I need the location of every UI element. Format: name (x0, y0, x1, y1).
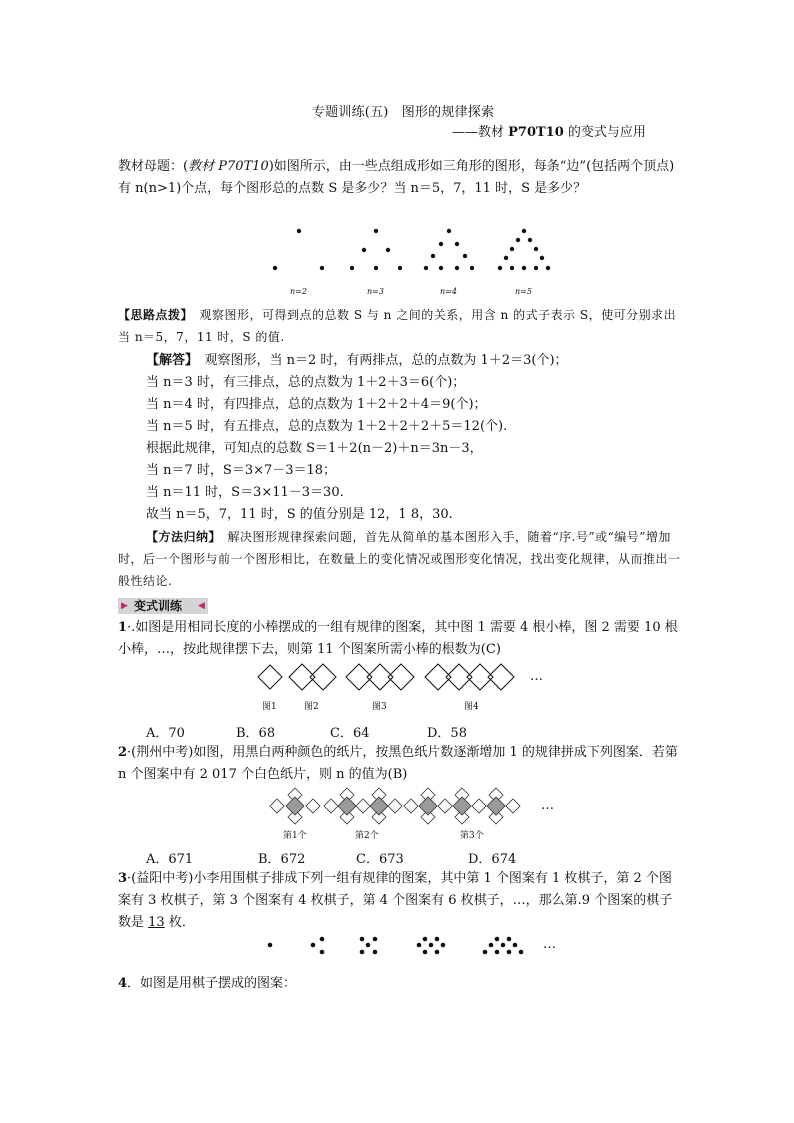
q2-option-b: B．672 (258, 852, 306, 867)
q2-caption-3: 第3个 (460, 831, 484, 841)
stone-figure-4 (417, 937, 446, 955)
dot (516, 238, 520, 242)
answer-line-1: 【解答】 观察图形，当 n＝2 时，有两排点，总的点数为 1＋2＝3(个)； (146, 353, 568, 368)
q1-option-d: D．58 (427, 726, 467, 741)
question-1: 1·.如图是用相同长度的小棒摆成的一组有规律的图案，其中图 1 需要 4 根小棒，图 2 需要 10 根小棒，…，按此规律摆下去，则第 11 个图案所需小棒的根数为(C) (118, 620, 678, 657)
question-4: 4．如图是用棋子摆成的图案： (118, 976, 297, 991)
dot (447, 229, 451, 233)
dot (431, 254, 435, 258)
dot (540, 256, 544, 260)
dot (362, 248, 366, 252)
caption-n4: n=4 (440, 287, 457, 296)
answer-line-2: 当 n＝3 时，有三排点，总的点数为 1＋2＋3＝6(个)； (146, 375, 466, 390)
method-paragraph: 【方法归纳】 解决图形规律探索问题，首先从简单的基本图形入手，随着“序.号”或“编号”增加时，后一个图形与前一个图形相比，在数量上的变化情况或图形变化情况，找出变化规律，从而推出一般性结论. (118, 530, 681, 588)
dot (350, 266, 354, 270)
caption-n5: n=5 (515, 287, 532, 296)
dot (522, 229, 526, 233)
caption-n3: n=3 (367, 287, 384, 296)
paper-figure-1 (270, 788, 320, 824)
paper-pattern-figures (270, 788, 520, 824)
dot (510, 247, 514, 251)
dot (297, 229, 301, 233)
q2-option-d: D．674 (468, 852, 517, 867)
stone-figure-1 (268, 943, 273, 948)
stick-figure-2 (289, 664, 336, 690)
triangle-dot-figures (273, 229, 550, 270)
q1-option-c: C．64 (330, 726, 370, 741)
hint-paragraph: 【思路点拨】 观察图形，可得到点的总数 S 与 n 之间的关系，用含 n 的式子表示 S，使可分别求出当 n＝5，7，11 时，S 的值. (118, 308, 677, 344)
stick-figure-4 (425, 664, 514, 690)
dot (510, 266, 514, 270)
q2-option-a: A．671 (146, 852, 194, 867)
question-3: 3·(益阳中考)小李用围棋子排成下列一组有规律的图案，其中第 1 个图案有 1 枚棋子，第 2 个图案有 3 枚棋子，第 3 个图案有 4 枚棋子，第 4 个图案有 6 枚棋子，…，那么第.9 个图案的棋子数是 13 枚． (118, 871, 673, 930)
dot (455, 266, 459, 270)
dot (522, 266, 526, 270)
dot (398, 266, 402, 270)
stone-figure-3 (360, 937, 378, 955)
answer-line-7: 当 n＝11 时，S＝3×11－3＝30. (146, 485, 344, 500)
triangle-left-icon: ◀ (198, 601, 205, 611)
q1-option-a: A．70 (146, 726, 185, 741)
dot (374, 229, 378, 233)
q1-caption-2: 图2 (304, 702, 319, 712)
q2-ellipsis: … (541, 798, 554, 813)
answer-line-6: 当 n＝7 时，S＝3×7－3＝18； (146, 463, 337, 478)
stick-figure-1 (258, 665, 282, 689)
stone-figure-2 (311, 937, 325, 955)
dot (463, 254, 467, 258)
q1-ellipsis: … (530, 669, 543, 684)
triangle-right-icon: ▶ (121, 601, 128, 611)
dot (439, 266, 443, 270)
stone-figure-5 (483, 937, 524, 955)
dot (534, 266, 538, 270)
answer-line-8: 故当 n＝5，7，11 时，S 的值分别是 12，1 8，30. (146, 507, 453, 522)
paper-figure-2 (324, 788, 402, 824)
stick-figure-3 (346, 664, 414, 690)
paper-figure-3 (404, 788, 520, 824)
dot (528, 238, 532, 242)
page-subtitle: ——教材 P70T10 的变式与应用 (452, 125, 646, 140)
question-2: 2·(荆州中考)如图，用黑白两种颜色的纸片，按黑色纸片数逐渐增加 1 的规律拼成下列图案．若第 n 个图案中有 2 017 个白色纸片，则 n 的值为(B) (118, 745, 678, 782)
dot (424, 266, 428, 270)
q2-caption-2: 第2个 (355, 831, 379, 841)
q1-caption-3: 图3 (372, 702, 387, 712)
dot (455, 242, 459, 246)
page-title: 专题训练(五) 图形的规律探索 (312, 105, 495, 120)
dot (386, 248, 390, 252)
answer-line-3: 当 n＝4 时，有四排点，总的点数为 1＋2＋2＋4＝9(个)； (146, 397, 487, 412)
go-stone-figures (268, 937, 524, 955)
mother-problem: 教材母题：(教材 P70T10)如图所示，由一些点组成形如三角形的图形，每条“边”(包括两个顶点)有 n(n>1)个点，每个图形总的点数 S 是多少？当 n＝5，7，11 时，S 是多少？ (118, 159, 675, 196)
dot (273, 266, 277, 270)
q3-ellipsis: … (543, 937, 556, 952)
dot (470, 266, 474, 270)
answer-line-4: 当 n＝5 时，有五排点，总的点数为 1＋2＋2＋2＋5＝12(个). (146, 419, 508, 434)
q3-answer: 13 (148, 915, 165, 930)
q1-caption-1: 图1 (262, 702, 277, 712)
dot (498, 266, 502, 270)
dot (320, 266, 324, 270)
stick-pattern-figures (258, 664, 514, 690)
q1-option-b: B．68 (236, 726, 276, 741)
q2-caption-1: 第1个 (283, 831, 307, 841)
dot (439, 242, 443, 246)
dot (374, 266, 378, 270)
q2-option-c: C．673 (356, 852, 404, 867)
dot (504, 256, 508, 260)
answer-line-5: 根据此规律，可知点的总数 S＝1＋2(n－2)＋n＝3n－3， (146, 441, 483, 456)
dot (534, 247, 538, 251)
q1-caption-4: 图4 (464, 702, 479, 712)
section-banner: ▶ 变式训练 ◀ (118, 598, 208, 614)
dot (546, 266, 550, 270)
caption-n2: n=2 (290, 287, 307, 296)
